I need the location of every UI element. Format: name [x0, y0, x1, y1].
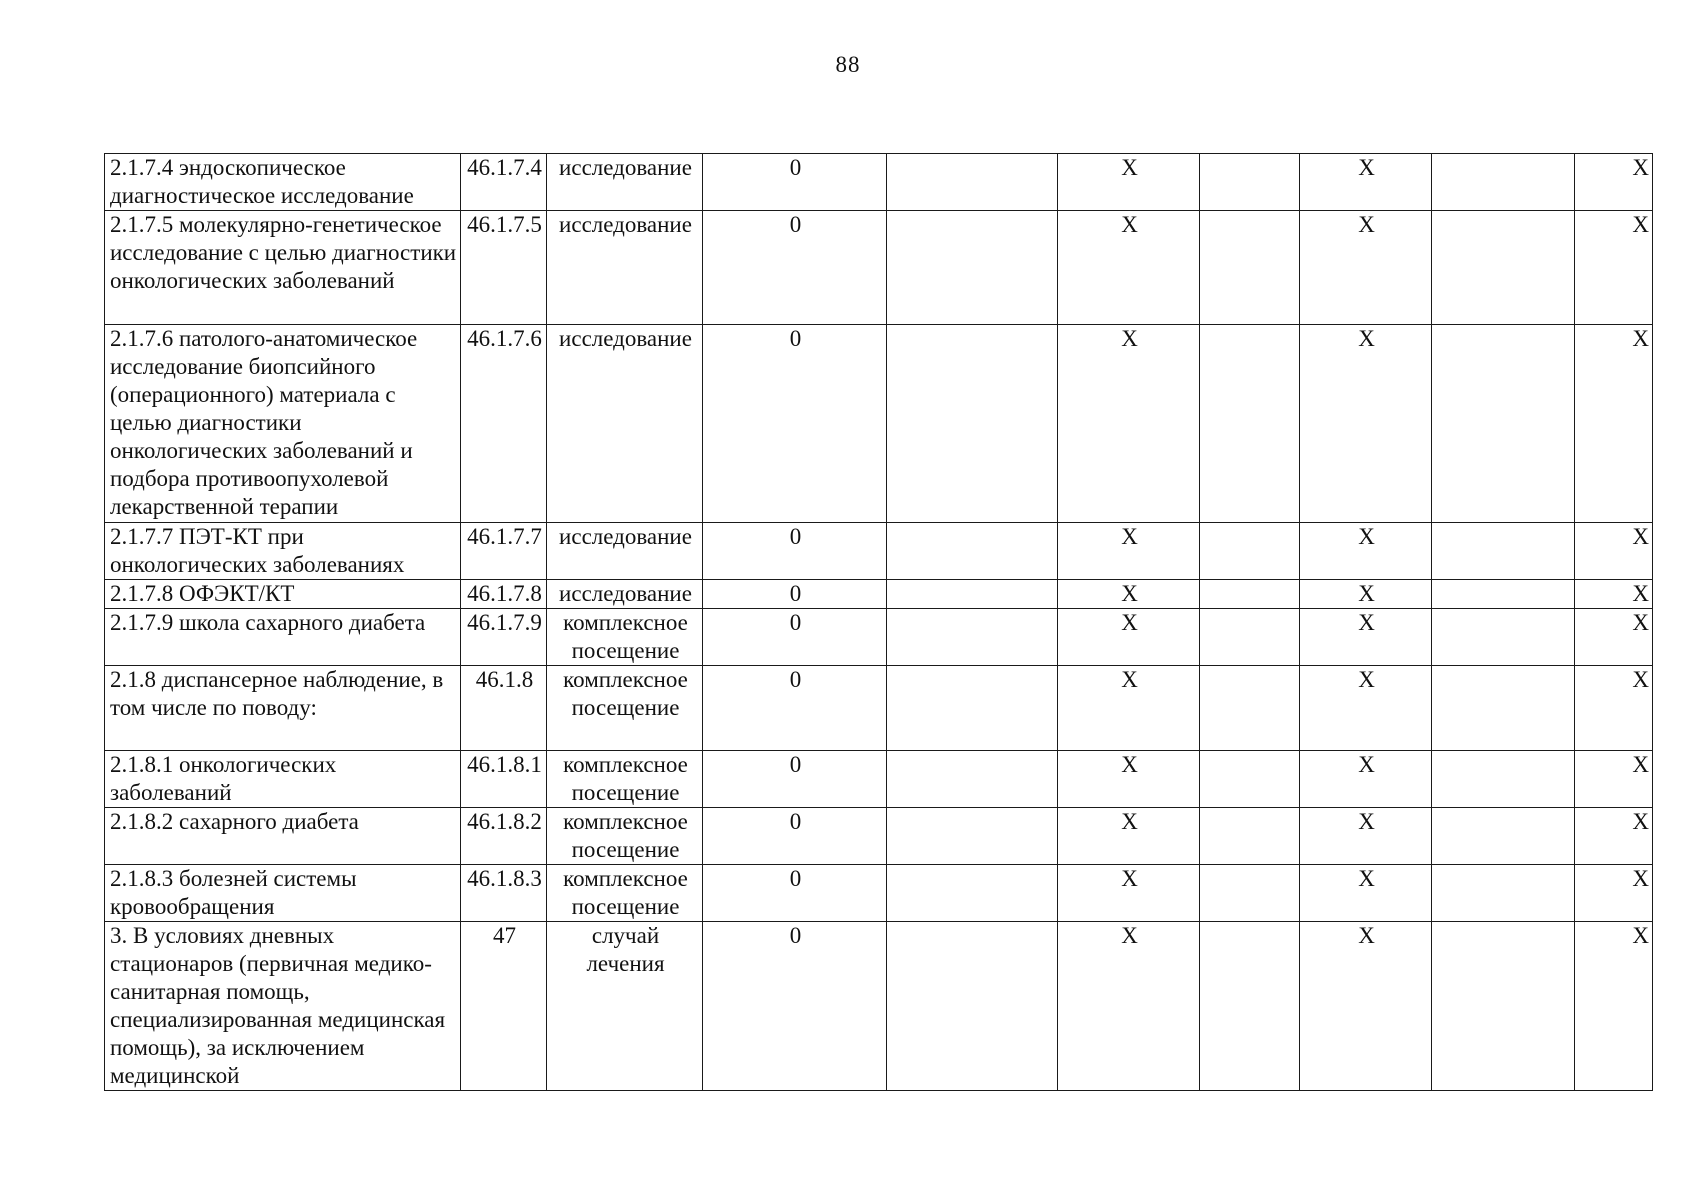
x-mark: X [1300, 325, 1432, 523]
table-row [105, 609, 1653, 666]
row-code: 46.1.7.9 [461, 609, 547, 666]
row-name: 2.1.8 диспансерное наблюдение, в том числе по поводу: [105, 666, 461, 751]
row-value: 0 [703, 751, 887, 808]
row-name: 2.1.7.9 школа сахарного диабета [105, 609, 461, 666]
empty-cell [887, 609, 1058, 666]
empty-cell [887, 154, 1058, 211]
row-name: 2.1.7.8 ОФЭКТ/КТ [105, 580, 461, 609]
x-mark: X [1058, 922, 1200, 1091]
row-unit: комплексное посещение [547, 808, 703, 865]
table-row [105, 808, 1653, 865]
row-unit: комплексное посещение [547, 865, 703, 922]
empty-cell [1200, 666, 1300, 751]
page-number: 88 [835, 52, 861, 77]
x-mark: X [1058, 325, 1200, 523]
x-mark: X [1058, 580, 1200, 609]
table-row [105, 666, 1653, 751]
row-value: 0 [703, 325, 887, 523]
row-code: 46.1.7.5 [461, 211, 547, 325]
empty-cell [887, 580, 1058, 609]
table-row [105, 865, 1653, 922]
x-mark: X [1058, 609, 1200, 666]
x-mark: X [1058, 666, 1200, 751]
row-name: 2.1.8.3 болезней системы кровообращения [105, 865, 461, 922]
x-mark: X [1575, 325, 1653, 523]
x-mark: X [1058, 211, 1200, 325]
x-mark: X [1575, 666, 1653, 751]
row-value: 0 [703, 865, 887, 922]
row-unit: исследование [547, 154, 703, 211]
row-value: 0 [703, 808, 887, 865]
empty-cell [887, 523, 1058, 580]
table-row [105, 523, 1653, 580]
row-unit: комплексное посещение [547, 666, 703, 751]
table-row [105, 325, 1653, 523]
row-value: 0 [703, 580, 887, 609]
row-code: 46.1.7.6 [461, 325, 547, 523]
x-mark: X [1575, 865, 1653, 922]
x-mark: X [1575, 751, 1653, 808]
empty-cell [887, 751, 1058, 808]
x-mark: X [1300, 666, 1432, 751]
row-code: 46.1.8.2 [461, 808, 547, 865]
row-name: 2.1.8.2 сахарного диабета [105, 808, 461, 865]
row-code: 47 [461, 922, 547, 1091]
x-mark: X [1575, 580, 1653, 609]
row-value: 0 [703, 609, 887, 666]
x-mark: X [1575, 922, 1653, 1091]
row-name: 2.1.7.6 патолого-анатомическое исследование биопсийного (операционного) материала с целью диагностики онкологических заболеваний и подбора противоопухолевой лекарственной терапии [105, 325, 461, 523]
empty-cell [1200, 808, 1300, 865]
empty-cell [887, 922, 1058, 1091]
row-unit: комплексное посещение [547, 609, 703, 666]
x-mark: X [1300, 580, 1432, 609]
x-mark: X [1058, 808, 1200, 865]
empty-cell [1432, 865, 1575, 922]
row-code: 46.1.8 [461, 666, 547, 751]
empty-cell [1200, 609, 1300, 666]
row-value: 0 [703, 922, 887, 1091]
x-mark: X [1300, 865, 1432, 922]
x-mark: X [1058, 154, 1200, 211]
row-unit: исследование [547, 523, 703, 580]
table-row [105, 922, 1653, 1091]
empty-cell [1432, 751, 1575, 808]
empty-cell [1432, 154, 1575, 211]
empty-cell [1200, 865, 1300, 922]
row-code: 46.1.7.4 [461, 154, 547, 211]
row-code: 46.1.7.7 [461, 523, 547, 580]
empty-cell [1200, 154, 1300, 211]
row-code: 46.1.8.3 [461, 865, 547, 922]
empty-cell [1200, 922, 1300, 1091]
x-mark: X [1300, 751, 1432, 808]
row-unit: исследование [547, 580, 703, 609]
row-value: 0 [703, 523, 887, 580]
row-code: 46.1.8.1 [461, 751, 547, 808]
row-name: 2.1.8.1 онкологических заболеваний [105, 751, 461, 808]
empty-cell [887, 808, 1058, 865]
empty-cell [1432, 922, 1575, 1091]
volume-table [104, 153, 1653, 1091]
row-value: 0 [703, 211, 887, 325]
empty-cell [887, 666, 1058, 751]
x-mark: X [1300, 808, 1432, 865]
row-value: 0 [703, 154, 887, 211]
empty-cell [1432, 666, 1575, 751]
empty-cell [1200, 325, 1300, 523]
empty-cell [1432, 609, 1575, 666]
row-unit: случай лечения [547, 922, 703, 1091]
empty-cell [887, 325, 1058, 523]
empty-cell [1200, 751, 1300, 808]
empty-cell [1432, 325, 1575, 523]
row-name: 2.1.7.4 эндоскопическое диагностическое исследование [105, 154, 461, 211]
empty-cell [1432, 808, 1575, 865]
empty-cell [887, 865, 1058, 922]
x-mark: X [1575, 211, 1653, 325]
table-row [105, 211, 1653, 325]
x-mark: X [1300, 523, 1432, 580]
table-row [105, 580, 1653, 609]
x-mark: X [1575, 808, 1653, 865]
row-name: 2.1.7.7 ПЭТ-КТ при онкологических заболеваниях [105, 523, 461, 580]
table-row [105, 751, 1653, 808]
x-mark: X [1300, 211, 1432, 325]
empty-cell [887, 211, 1058, 325]
table-row [105, 154, 1653, 211]
row-value: 0 [703, 666, 887, 751]
x-mark: X [1575, 523, 1653, 580]
row-unit: исследование [547, 325, 703, 523]
x-mark: X [1575, 609, 1653, 666]
row-unit: комплексное посещение [547, 751, 703, 808]
empty-cell [1432, 523, 1575, 580]
x-mark: X [1575, 154, 1653, 211]
empty-cell [1432, 211, 1575, 325]
x-mark: X [1300, 154, 1432, 211]
empty-cell [1200, 523, 1300, 580]
row-unit: исследование [547, 211, 703, 325]
empty-cell [1432, 580, 1575, 609]
row-name: 3. В условиях дневных стационаров (первичная медико-санитарная помощь, специализированная медицинская помощь), за исключением медицинской [105, 922, 461, 1091]
row-name: 2.1.7.5 молекулярно-генетическое исследование с целью диагностики онкологических заболеваний [105, 211, 461, 325]
x-mark: X [1300, 609, 1432, 666]
x-mark: X [1058, 865, 1200, 922]
empty-cell [1200, 580, 1300, 609]
x-mark: X [1300, 922, 1432, 1091]
x-mark: X [1058, 523, 1200, 580]
row-code: 46.1.7.8 [461, 580, 547, 609]
empty-cell [1200, 211, 1300, 325]
x-mark: X [1058, 751, 1200, 808]
